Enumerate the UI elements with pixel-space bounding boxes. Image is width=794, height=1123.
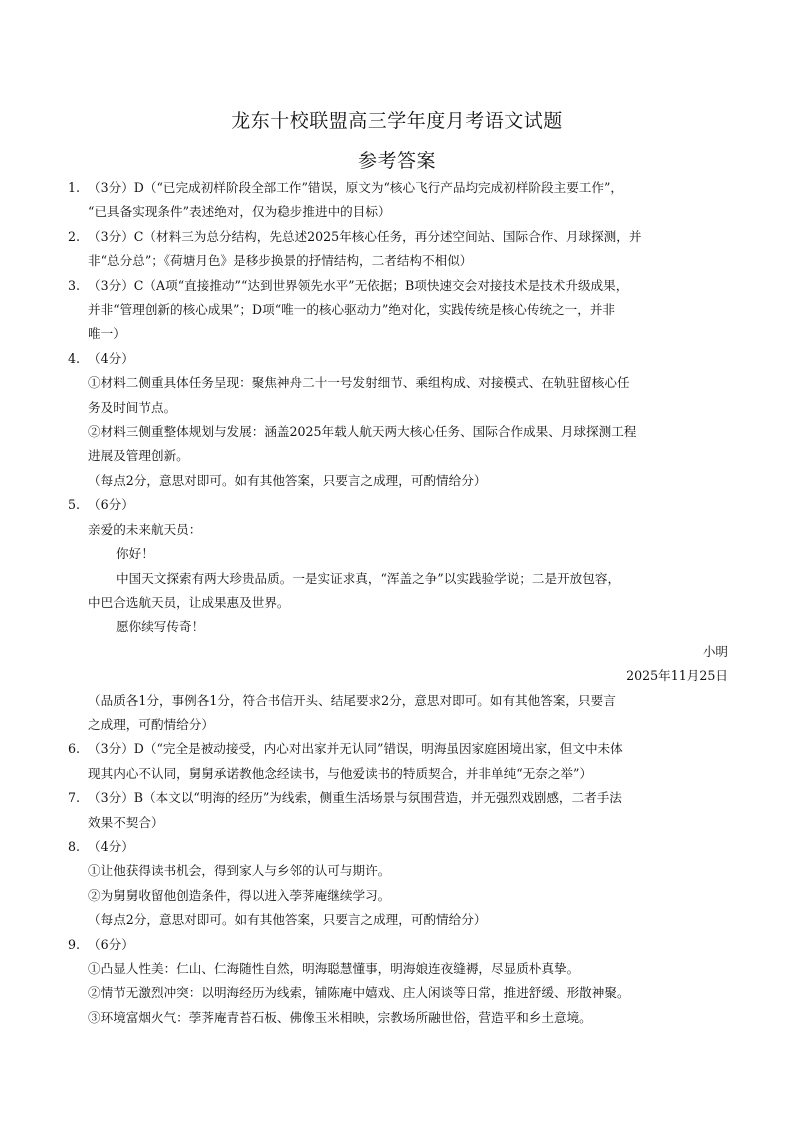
answer-text: 效果不契合） <box>88 814 164 830</box>
letter-body: 中巴合选航天员，让成果惠及世界。 <box>88 594 290 610</box>
answer-point: ①凸显人性美：仁山、仁海随性自然，明海聪慧懂事，明海娘连夜缝褥，尽显质朴真挚。 <box>88 961 580 976</box>
answer-7 <box>68 786 728 835</box>
answer-text: （3分）D（“已完成初样阶段全部工作”错误，原文为“核心飞行产品均完成初样阶段主要工作”， <box>88 180 624 195</box>
answer-score: （6分） <box>88 497 134 513</box>
page-subtitle: 参考答案 <box>357 150 436 172</box>
answer-point: ②材料三侧重整体规划与发展：涵盖2025年载人航天两大核心任务、国际合作成果、月球探测工程 <box>88 424 637 440</box>
answer-point: 务及时间节点。 <box>88 399 177 415</box>
answer-number: 9. <box>68 936 81 952</box>
answer-number: 3. <box>68 277 81 293</box>
answer-number: 2. <box>68 228 81 244</box>
answer-2 <box>68 225 728 274</box>
letter-salutation: 亲爱的未来航天员： <box>88 521 202 537</box>
letter-signature: 小明 <box>702 643 728 659</box>
letter-date: 2025年11月25日 <box>626 668 728 684</box>
answer-text: （3分）C（A项“直接推动”“达到世界领先水平”无依据；B项快速交会对接技术是技术升级成果， <box>88 277 629 293</box>
letter-body: 中国天文探索有两大珍贵品质。一是实证求真，“浑盖之争”以实践验学说；二是开放包容， <box>116 570 621 586</box>
scoring-note: （每点2分，意思对即可。如有其他答案，只要言之成理，可酌情给分） <box>88 912 487 928</box>
answer-number: 1. <box>68 180 81 195</box>
answer-text: 唯一） <box>88 326 126 342</box>
answer-point: ③环境富烟火气：荸荠庵青苔石板、佛像玉米相映，宗教场所融世俗，营造平和乡土意境。 <box>88 1009 592 1025</box>
letter-closing: 愿你续写传奇！ <box>116 619 205 635</box>
answer-number: 5. <box>68 497 81 513</box>
answer-number: 7. <box>68 790 81 806</box>
answer-list <box>68 176 728 1030</box>
answer-text: 现其内心不认同，舅舅承诺教他念经读书，与他爱读书的特质契合，并非单纯“无奈之举”） <box>88 765 593 781</box>
answer-8 <box>68 835 728 933</box>
answer-number: 8. <box>68 838 81 854</box>
answer-text: 非“总分总”；《荷塘月色》是移步换景的抒情结构，二者结构不相似） <box>88 253 473 269</box>
answer-point: ①材料二侧重具体任务呈现：聚焦神舟二十一号发射细节、乘组构成、对接模式、在轨驻留核心任 <box>88 375 630 391</box>
answer-text: “已具备实现条件”表述绝对，仅为稳步推进中的目标） <box>88 204 391 220</box>
answer-text: 并非“管理创新的核心成果”；D项“唯一的核心驱动力”绝对化，实践传统是核心传统之一，并非 <box>88 302 616 318</box>
answer-9 <box>68 933 728 1031</box>
letter-greeting: 你好！ <box>116 546 154 562</box>
answer-point: ①让他获得读书机会，得到家人与乡邻的认可与期许。 <box>88 863 391 879</box>
answer-score: （4分） <box>88 350 134 366</box>
answer-text: （3分）D（“完全是被动接受，内心对出家并无认同”错误，明海虽因家庭困境出家，但文中未体 <box>88 741 623 757</box>
answer-5 <box>68 493 728 737</box>
answer-1 <box>68 176 728 225</box>
answer-point: ②为舅舅收留他创造条件，得以进入荸荠庵继续学习。 <box>88 887 391 903</box>
scoring-note: （每点2分，意思对即可。如有其他答案，只要言之成理，可酌情给分） <box>88 472 487 488</box>
answer-number: 6. <box>68 741 81 757</box>
scoring-note: （品质各1分，事例各1分，符合书信开头、结尾要求2分，意思对即可。如有其他答案，只要言 <box>88 692 616 708</box>
answer-number: 4. <box>68 350 81 366</box>
answer-point: ②情节无激烈冲突：以明海经历为线索，铺陈庵中嬉戏、庄人闲谈等日常，推进舒缓、形散神聚。 <box>88 985 630 1001</box>
answer-3 <box>68 274 728 347</box>
answer-score: （6分） <box>88 936 134 952</box>
answer-point: 进展及管理创新。 <box>88 448 189 464</box>
answer-text: （3分）C（材料三为总分结构，先总述2025年核心任务，再分述空间站、国际合作、月球探测，并 <box>88 228 642 244</box>
answer-6 <box>68 737 728 786</box>
answer-text: （3分）B（本文以“明海的经历”为线索，侧重生活场景与氛围营造，并无强烈戏剧感，二者手法 <box>88 790 622 806</box>
page-title: 龙东十校联盟高三学年度月考语文试题 <box>231 110 563 132</box>
answer-4 <box>68 347 728 493</box>
answer-score: （4分） <box>88 838 134 854</box>
scoring-note: 之成理，可酌情给分） <box>88 716 214 732</box>
